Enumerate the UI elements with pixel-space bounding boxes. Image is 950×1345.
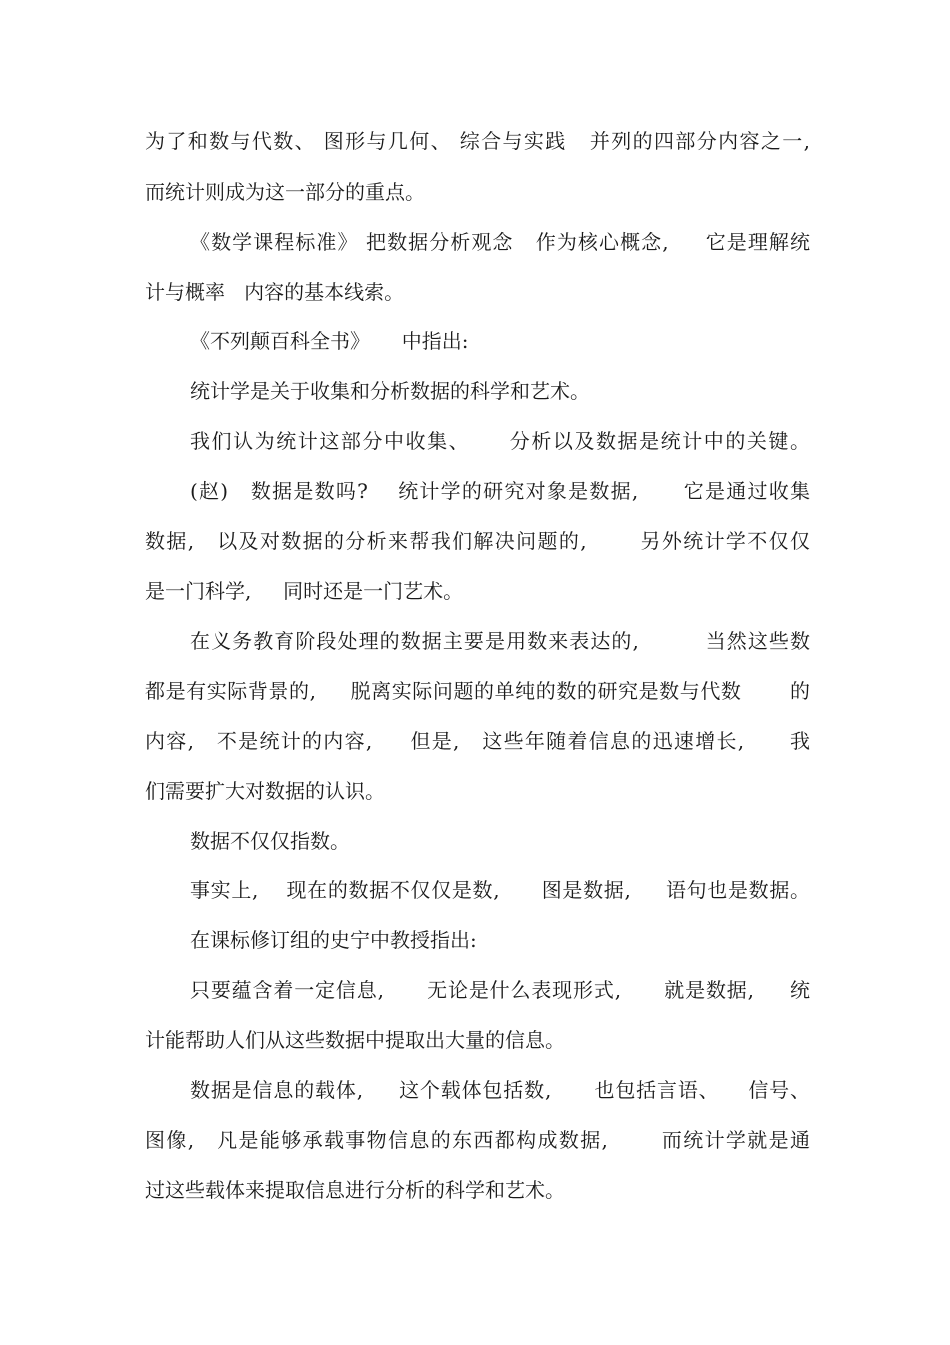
text-line: 《不列颠百科全书》 中指出: [190,329,469,353]
text-line: 数据是信息的载体, 这个载体包括数, 也包括言语、 信号、 [190,1078,810,1102]
text-line: 我们认为统计这部分中收集、 分析以及数据是统计中的关键。 [190,429,810,453]
text-line: 内容, 不是统计的内容, 但是, 这些年随着信息的迅速增长, 我 [145,729,810,753]
text-line: 图像, 凡是能够承载事物信息的东西都构成数据, 而统计学就是通 [145,1128,810,1152]
text-line: 数据, 以及对数据的分析来帮我们解决问题的, 另外统计学不仅仅 [145,529,810,553]
text-line: 们需要扩大对数据的认识。 [145,779,385,803]
text-line: 计能帮助人们从这些数据中提取出大量的信息。 [145,1028,565,1052]
text-line: 计与概率 内容的基本线索。 [145,280,405,304]
text-line: 统计学是关于收集和分析数据的科学和艺术。 [190,379,590,403]
text-line: 在义务教育阶段处理的数据主要是用数来表达的, 当然这些数 [190,629,810,653]
text-line: 只要蕴含着一定信息, 无论是什么表现形式, 就是数据, 统 [190,978,810,1002]
text-line: (赵) 数据是数吗? 统计学的研究对象是数据, 它是通过收集 [190,479,810,503]
text-line: 而统计则成为这一部分的重点。 [145,180,425,204]
text-line: 数据不仅仅指数。 [190,829,350,853]
text-line: 事实上, 现在的数据不仅仅是数, 图是数据, 语句也是数据。 [190,878,810,902]
text-line: 为了和数与代数、 图形与几何、 综合与实践 并列的四部分内容之一, [145,129,810,153]
text-line: 都是有实际背景的, 脱离实际问题的单纯的数的研究是数与代数 的 [145,679,810,703]
text-line: 《数学课程标准》 把数据分析观念 作为核心概念, 它是理解统 [190,230,810,254]
text-line: 是一门科学, 同时还是一门艺术。 [145,579,464,603]
text-line: 在课标修订组的史宁中教授指出: [190,928,477,952]
text-line: 过这些载体来提取信息进行分析的科学和艺术。 [145,1178,565,1202]
